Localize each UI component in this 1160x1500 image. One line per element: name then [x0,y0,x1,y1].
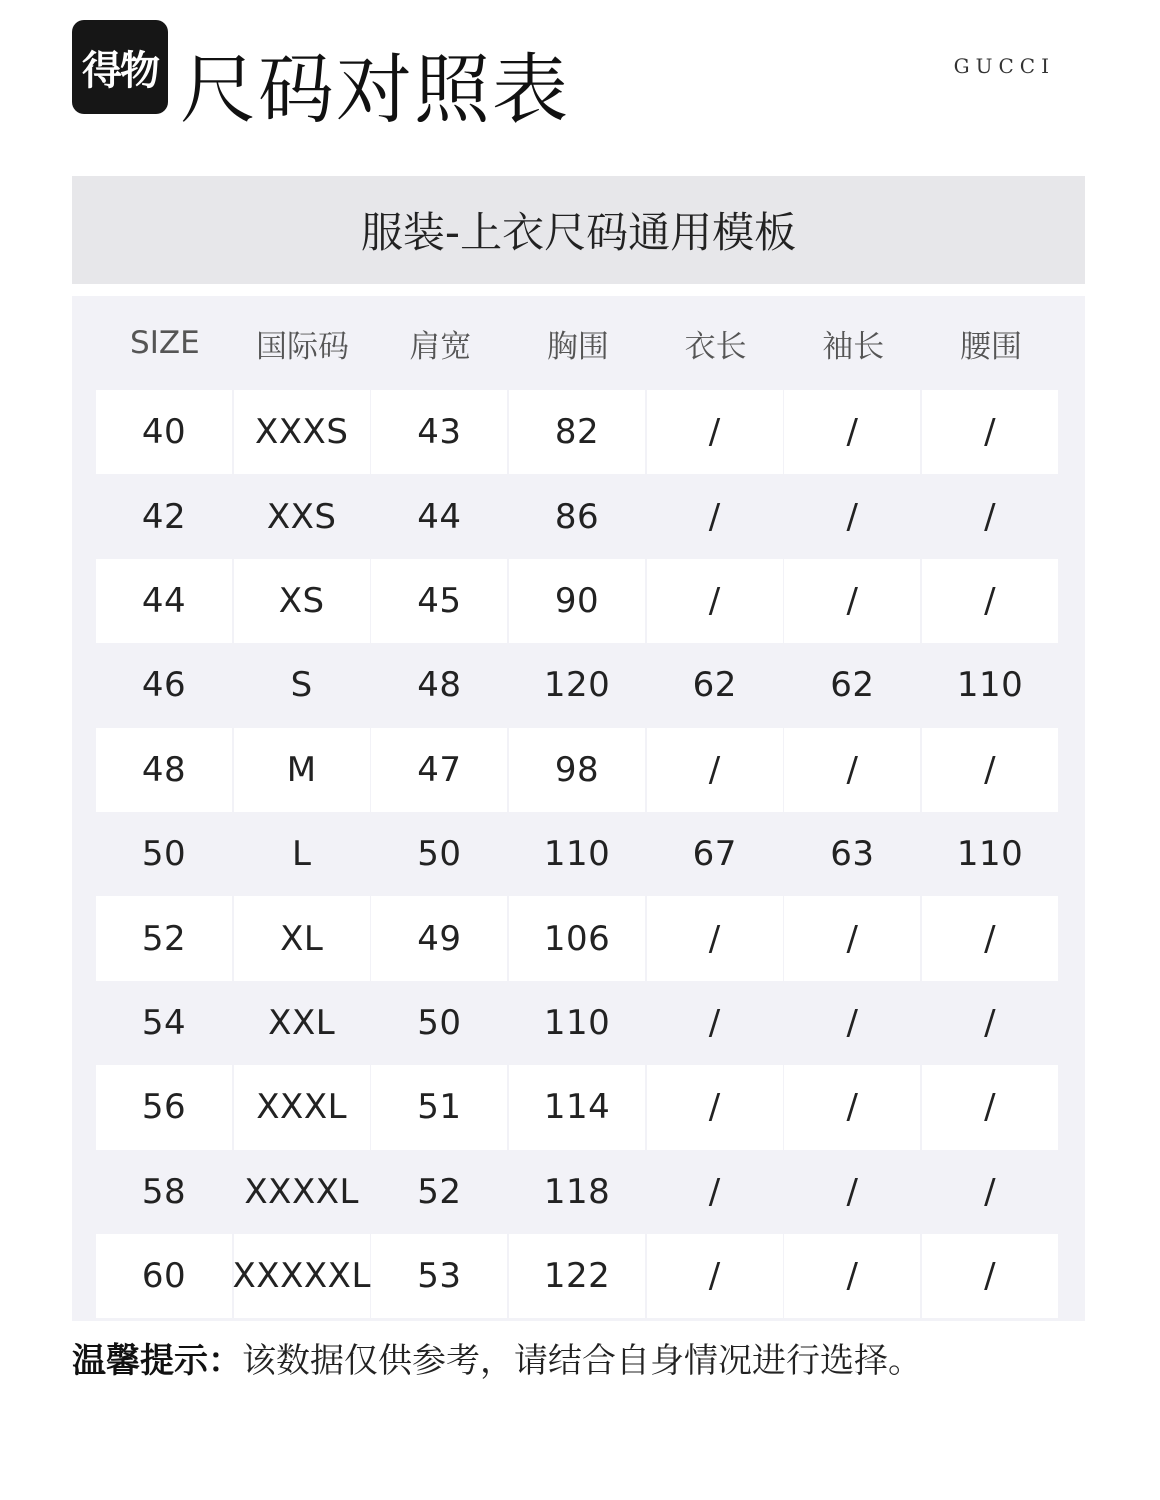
column-header-shoulder: 肩宽 [409,328,472,365]
table-cell: / [922,896,1058,980]
table-cell: M [234,728,370,812]
table-row [96,643,1060,727]
table-cell: 50 [417,834,462,875]
table-cell: 58 [141,1171,187,1212]
table-cell: 44 [96,559,232,643]
table-body [96,390,1060,1318]
table-cell: / [647,559,783,643]
table-cell: / [708,496,721,537]
column-header-sleeve: 袖长 [822,328,885,365]
tip-text: 该数据仅供参考，请结合自身情况进行选择。 [242,1341,922,1381]
table-header-row [96,296,1060,390]
table-cell: 62 [830,665,875,706]
table-row [96,474,1060,558]
table-cell: 56 [96,1065,232,1149]
table-cell: XXXS [234,390,370,474]
table-cell: / [922,1065,1058,1149]
column-header-chest: 胸围 [546,328,609,365]
table-cell: / [984,1171,997,1212]
column-header-waist: 腰围 [959,328,1022,365]
table-cell: 50 [417,1002,462,1043]
table-cell: 49 [371,896,507,980]
table-cell: 114 [509,1065,645,1149]
table-cell: 90 [509,559,645,643]
table-row [96,559,1060,643]
table-row [96,896,1060,980]
table-cell: / [984,1002,997,1043]
table-cell: / [647,390,783,474]
table-cell: 48 [417,665,462,706]
table-cell: 52 [417,1171,462,1212]
table-cell: 53 [371,1234,507,1318]
table-cell: 110 [543,1002,611,1043]
table-cell: / [846,496,859,537]
table-cell: / [922,728,1058,812]
table-row [96,812,1060,896]
table-cell: XXXXXL [234,1234,370,1318]
table-cell: 51 [371,1065,507,1149]
table-cell: 63 [830,834,875,875]
column-header-size: SIZE [130,325,200,361]
table-row [96,728,1060,812]
table-cell: 67 [692,834,737,875]
table-cell: 40 [96,390,232,474]
column-header-international: 国际码 [256,328,350,365]
table-cell: / [784,559,920,643]
table-cell: 110 [543,834,611,875]
table-cell: 62 [692,665,737,706]
table-cell: 60 [96,1234,232,1318]
table-cell: / [922,559,1058,643]
table-cell: XXS [266,496,337,537]
table-cell: 46 [141,665,187,706]
table-cell: / [784,896,920,980]
table-cell: 110 [956,834,1024,875]
table-cell: / [922,390,1058,474]
table-cell: 98 [509,728,645,812]
table-cell: / [647,1234,783,1318]
table-cell: 45 [371,559,507,643]
dewu-logo: 得物 [72,20,168,114]
table-cell: 52 [96,896,232,980]
table-cell: S [290,665,313,706]
table-cell: / [846,1171,859,1212]
table-row [96,1150,1060,1234]
table-cell: 106 [509,896,645,980]
table-row [96,1065,1060,1149]
table-cell: / [922,1234,1058,1318]
table-cell: / [708,1002,721,1043]
table-cell: 86 [554,496,600,537]
table-cell: 54 [141,1002,187,1043]
table-cell: XXL [268,1002,336,1043]
table-cell: XXXL [234,1065,370,1149]
page-title: 尺码对照表 [180,45,570,134]
table-cell: XS [234,559,370,643]
column-header-length: 衣长 [684,328,747,365]
table-cell: / [784,390,920,474]
brand-name: GUCCI [953,54,1055,78]
table-cell: 48 [96,728,232,812]
table-cell: 50 [141,834,187,875]
table-cell: 122 [509,1234,645,1318]
table-cell: 110 [956,665,1024,706]
table-cell: / [647,1065,783,1149]
table-cell: 82 [509,390,645,474]
table-row [96,981,1060,1065]
table-cell: / [708,1171,721,1212]
table-row [96,1234,1060,1318]
table-cell: 47 [371,728,507,812]
table-cell: 120 [543,665,611,706]
table-cell: / [784,1065,920,1149]
table-cell: XXXXL [244,1171,359,1212]
table-cell: 118 [543,1171,611,1212]
tip-label: 温馨提示： [72,1341,242,1381]
table-cell: / [984,496,997,537]
table-cell: / [784,728,920,812]
size-table [72,296,1085,1321]
table-cell: / [846,1002,859,1043]
table-cell: / [647,896,783,980]
table-cell: XL [234,896,370,980]
table-title: 服装-上衣尺码通用模板 [72,176,1085,284]
tip-note [72,1336,922,1386]
table-cell: / [784,1234,920,1318]
table-cell: 44 [417,496,462,537]
table-cell: 43 [371,390,507,474]
table-cell: / [647,728,783,812]
table-cell: 42 [141,496,187,537]
table-row [96,390,1060,474]
table-cell: L [291,834,312,875]
